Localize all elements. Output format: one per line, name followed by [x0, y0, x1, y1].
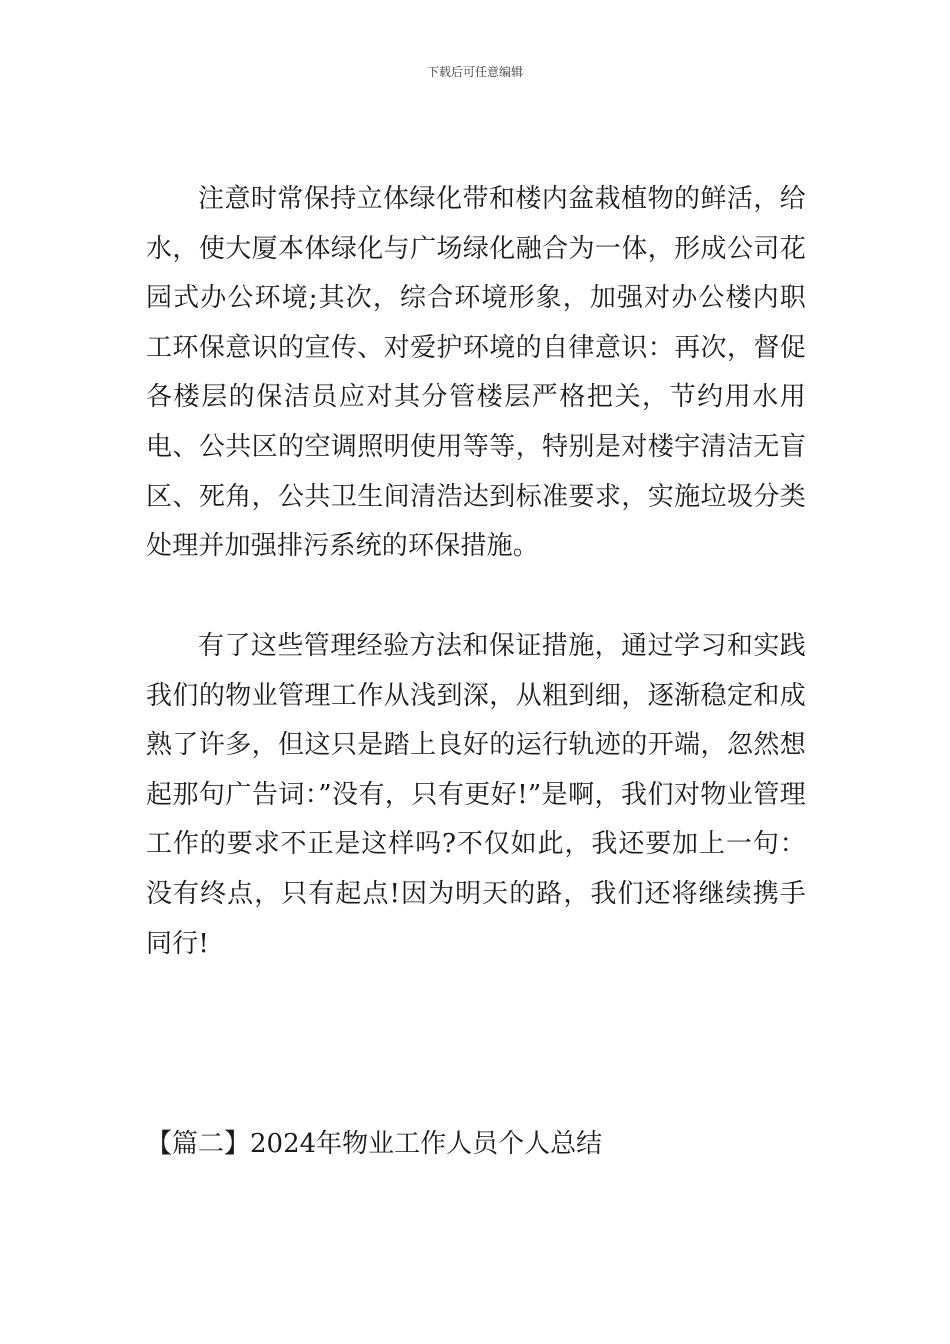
section-title: 【篇二】2024年物业工作人员个人总结 — [146, 1129, 603, 1159]
body-paragraph-1: 注意时常保持立体绿化带和楼内盆栽植物的鲜活，给水，使大厦本体绿化与广场绿化融合为一体，形成公司花园式办公环境;其次，综合环境形象，加强对办公楼内职工环保意识的宣传、对爱护环境的自律意识：再次，督促各楼层的保洁员应对其分管楼层严格把关，节约用水用电、公共区的空调照明使用等等，特别是对楼宇清洁无盲区、死角，公共卫生间清浩达到标准要求，实施垃圾分类处理并加强排污系统的环保措施。 — [146, 184, 806, 562]
page-header-note: 下载后可任意编辑 — [426, 65, 523, 79]
body-paragraph-2: 有了这些管理经验方法和保证措施，通过学习和实践我们的物业管理工作从浅到深，从粗到细，逐渐稳定和成熟了许多，但这只是踏上良好的运行轨迹的开端，忽然想起那句广告词：”没有，只有更好!”是啊，我们对物业管理工作的要求不正是这样吗?不仅如此，我还要加上一句：没有终点，只有起点!因为明天的路，我们还将继续携手同行! — [146, 631, 806, 959]
